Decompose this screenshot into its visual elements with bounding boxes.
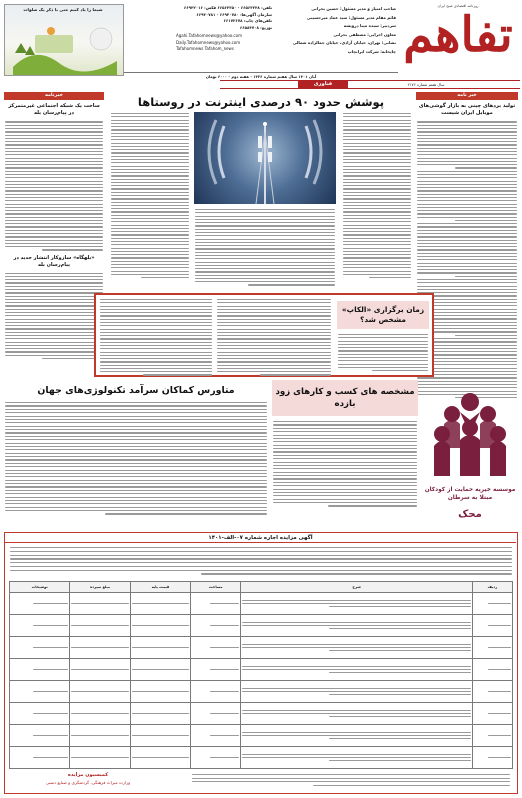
lead-photo (194, 112, 336, 204)
logo-tagline: روزنامه اقتصادی صبح ایران (437, 4, 479, 8)
table-row (10, 615, 513, 637)
signature-org: وزارت میراث فرهنگی، گردشگری و صنایع دستی (45, 780, 131, 785)
alcap-headline-box (337, 301, 429, 329)
left-body-text-2 (4, 272, 104, 361)
contact-line: سازمان آگهی‌ها: ۶۶۹۴۰۷۸۰ - ۶۶۹۴۰۷۸۱ (196, 11, 272, 17)
email-link[interactable]: Agahi.Tafahomnews@yahoo.com (176, 33, 242, 39)
business-body (272, 420, 418, 508)
tender-ad (4, 532, 518, 794)
table-row (10, 681, 513, 703)
th-base-price: قیمت پایه (130, 582, 190, 593)
left-sub-headline: «بلهگاه» سازوکار انتشار جدید در پیام‌رسان بله (13, 254, 95, 268)
alcap-body-right (337, 333, 429, 372)
mahak-title: موسسه خیریه حمایت از کودکان مبتلا به سرطان (424, 487, 516, 501)
table-row (10, 703, 513, 725)
alcap-body-left (99, 298, 213, 377)
tender-intro-text (9, 546, 513, 576)
business-story (272, 380, 418, 530)
ad-caption: شیما را یاد کنیم حتی با ذکر یک صلوات (23, 7, 103, 12)
section-label: فناوری (298, 80, 348, 89)
alcap-headline: زمان برگزاری «الکاپ» مشخص شد؟ (341, 305, 425, 324)
th-row: ردیف (472, 582, 512, 593)
contact-line: توزیع: ۶۶۵۸۴۷۰۸ (239, 24, 272, 30)
left-kicker: خبرنامه (4, 92, 104, 100)
newspaper-logo (400, 2, 518, 82)
left-body-text (4, 120, 104, 251)
table-row (10, 725, 513, 747)
alcap-box (94, 293, 434, 377)
table-row (10, 659, 513, 681)
tender-table (9, 581, 513, 769)
tender-signature (13, 771, 163, 793)
staff-line: قائم مقام مدیر مسئول: سید عماد میرحسینی (306, 14, 396, 20)
business-headline-box (272, 380, 418, 416)
table-row (10, 747, 513, 769)
lead-body-bottom (194, 208, 336, 287)
ad-illustration (5, 5, 125, 77)
lead-body-left (110, 112, 190, 279)
th-notes: توضیحات (10, 582, 70, 593)
lead-headline: پوشش حدود ۹۰ درصدی اینترنت در روستاها (137, 95, 385, 109)
right-kicker: خبر نامه (416, 92, 518, 100)
date-bar: آبان ۱۴۰۱ سال هفتم شماره ۱۴۲۶ - هفته دوم - ۶۰۰۰ تومان (124, 72, 398, 79)
social-handle[interactable]: Tafahomnews Tafahom_news (176, 46, 234, 52)
lead-body-right (342, 112, 412, 279)
staff-line: نشانی: تهران، خیابان آزادی، خیابان جمالزاده شمالی (292, 40, 396, 46)
right-headline: تولید بردهای چینی به بازار گوشی‌های موبایل ایران شیست (418, 103, 516, 117)
alcap-body-mid (216, 298, 332, 377)
staff-line: معاون اجرایی: مصطفی بحرانی (333, 31, 396, 37)
masthead (0, 0, 522, 90)
table-row (10, 593, 513, 615)
section-bar (124, 80, 520, 89)
contact-list (176, 5, 272, 75)
metaverse-headline: متاورس کماکان سرآمد تکنولوژی‌های جهان (37, 385, 235, 396)
tender-title-bar (5, 533, 516, 543)
mahak-brand: محک (458, 509, 482, 520)
th-deposit: مبلغ سپرده (70, 582, 130, 593)
th-desc: شرح (241, 582, 472, 593)
table-row (10, 637, 513, 659)
staff-line: چاپخانه: شرکت ایرانچاپ (347, 48, 396, 54)
cell-tower-illustration (194, 112, 336, 204)
th-area: مساحت (191, 582, 241, 593)
email-link[interactable]: Daily.Tafahomnews@yahoo.com (176, 39, 241, 45)
tender-title: آگهی مزایده اجاره شماره ۰۷-الف-۱۴۰۱ (208, 535, 313, 541)
issue-number: سال هفتم شماره ۲۱۷۶ (407, 82, 445, 87)
staff-line: صاحب امتیاز و مدیر مسئول: حسین بحرانی (311, 6, 396, 11)
contact-line: تلفن‌های چاپ: ۶۶۱۷۲۶۷۸ (223, 18, 272, 24)
staff-list (276, 5, 396, 73)
mahak-logo-icon (422, 384, 518, 484)
contact-line: تلفن: ۶۶۵۶۴۲۴۸ - ۶۶۵۶۴۲۵۰ فکس: ۶۶۹۴۲۰۱۶ (183, 5, 272, 10)
tender-footer-text (191, 773, 511, 787)
lead-story (110, 92, 412, 292)
metaverse-body (4, 401, 268, 516)
tribute-ad (4, 4, 124, 76)
logo-text: تفاهم (403, 7, 513, 63)
business-headline: مشخصه های کسب و کارهای زود بازده (275, 387, 415, 409)
staff-line: سردبیر: سیده مینا درویشه (343, 23, 396, 29)
metaverse-story (4, 376, 268, 530)
mahak-charity-ad (422, 380, 518, 530)
left-headline: ساخت یک شبکه اجتماعی غیرمتمرکز در پیام‌رسان بله (8, 103, 100, 117)
signature-title: کمیسیون مزایده (67, 772, 109, 778)
